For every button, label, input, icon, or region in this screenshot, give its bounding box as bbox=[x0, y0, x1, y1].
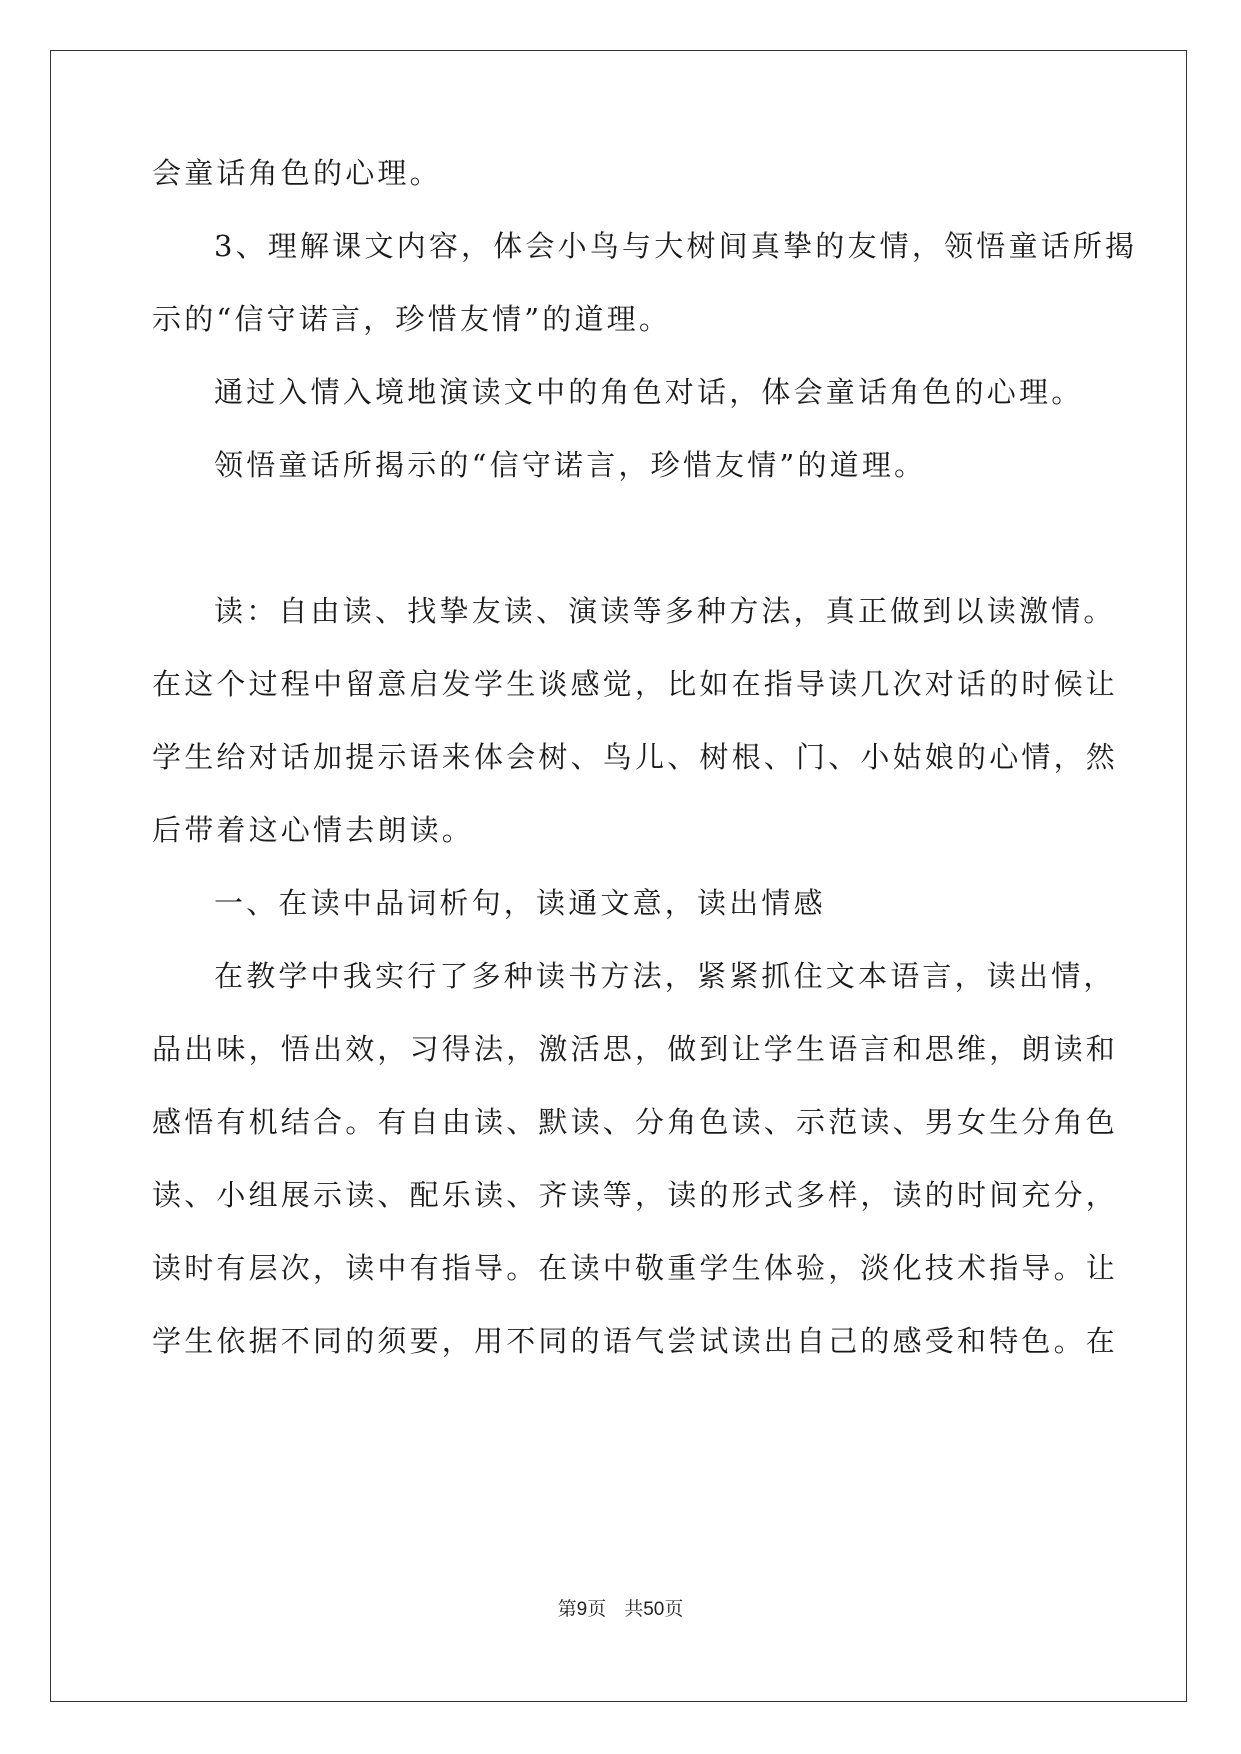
text-line: 3、理解课文内容，体会小鸟与大树间真挚的友情，领悟童话所揭 bbox=[214, 229, 1138, 263]
text-line: 感悟有机结合。有自由读、默读、分角色读、示范读、男女生分角色 bbox=[152, 1105, 1119, 1139]
total-prefix: 共 bbox=[624, 1598, 644, 1620]
text-line: 品出味，悟出效，习得法，激活思，做到让学生语言和思维，朗读和 bbox=[152, 1032, 1119, 1066]
text-line: 示的“信守诺言，珍惜友情”的道理。 bbox=[152, 302, 672, 336]
text-line: 通过入情入境地演读文中的角色对话，体会童话角色的心理。 bbox=[214, 375, 1084, 409]
text-line: 学生依据不同的须要，用不同的语气尝试读出自己的感受和特色。在 bbox=[152, 1324, 1119, 1358]
text-line: 在教学中我实行了多种读书方法，紧紧抓住文本语言，读出情， bbox=[214, 959, 1116, 993]
text-line: 读：自由读、找挚友读、演读等多种方法，真正做到以读激情。 bbox=[214, 594, 1116, 628]
total-pages: 50 bbox=[643, 1599, 665, 1620]
text-line: 学生给对话加提示语来体会树、鸟儿、树根、门、小姑娘的心情，然 bbox=[152, 740, 1119, 774]
page-border bbox=[50, 50, 1187, 1702]
page-suffix: 页 bbox=[587, 1598, 607, 1620]
page-number: 9 bbox=[576, 1599, 588, 1620]
total-suffix: 页 bbox=[664, 1598, 684, 1620]
text-line: 在这个过程中留意启发学生谈感觉，比如在指导读几次对话的时候让 bbox=[152, 667, 1119, 701]
text-line: 读、小组展示读、配乐读、齐读等，读的形式多样，读的时间充分， bbox=[152, 1178, 1119, 1212]
text-line: 读时有层次，读中有指导。在读中敬重学生体验，淡化技术指导。让 bbox=[152, 1251, 1119, 1285]
page-prefix: 第 bbox=[557, 1598, 577, 1620]
text-line: 会童话角色的心理。 bbox=[152, 156, 442, 190]
section-heading: 一、在读中品词析句，读通文意，读出情感 bbox=[214, 886, 826, 920]
text-line: 领悟童话所揭示的“信守诺言，珍惜友情”的道理。 bbox=[214, 448, 927, 482]
text-line: 后带着这心情去朗读。 bbox=[152, 813, 475, 847]
page-footer bbox=[0, 1594, 1241, 1621]
